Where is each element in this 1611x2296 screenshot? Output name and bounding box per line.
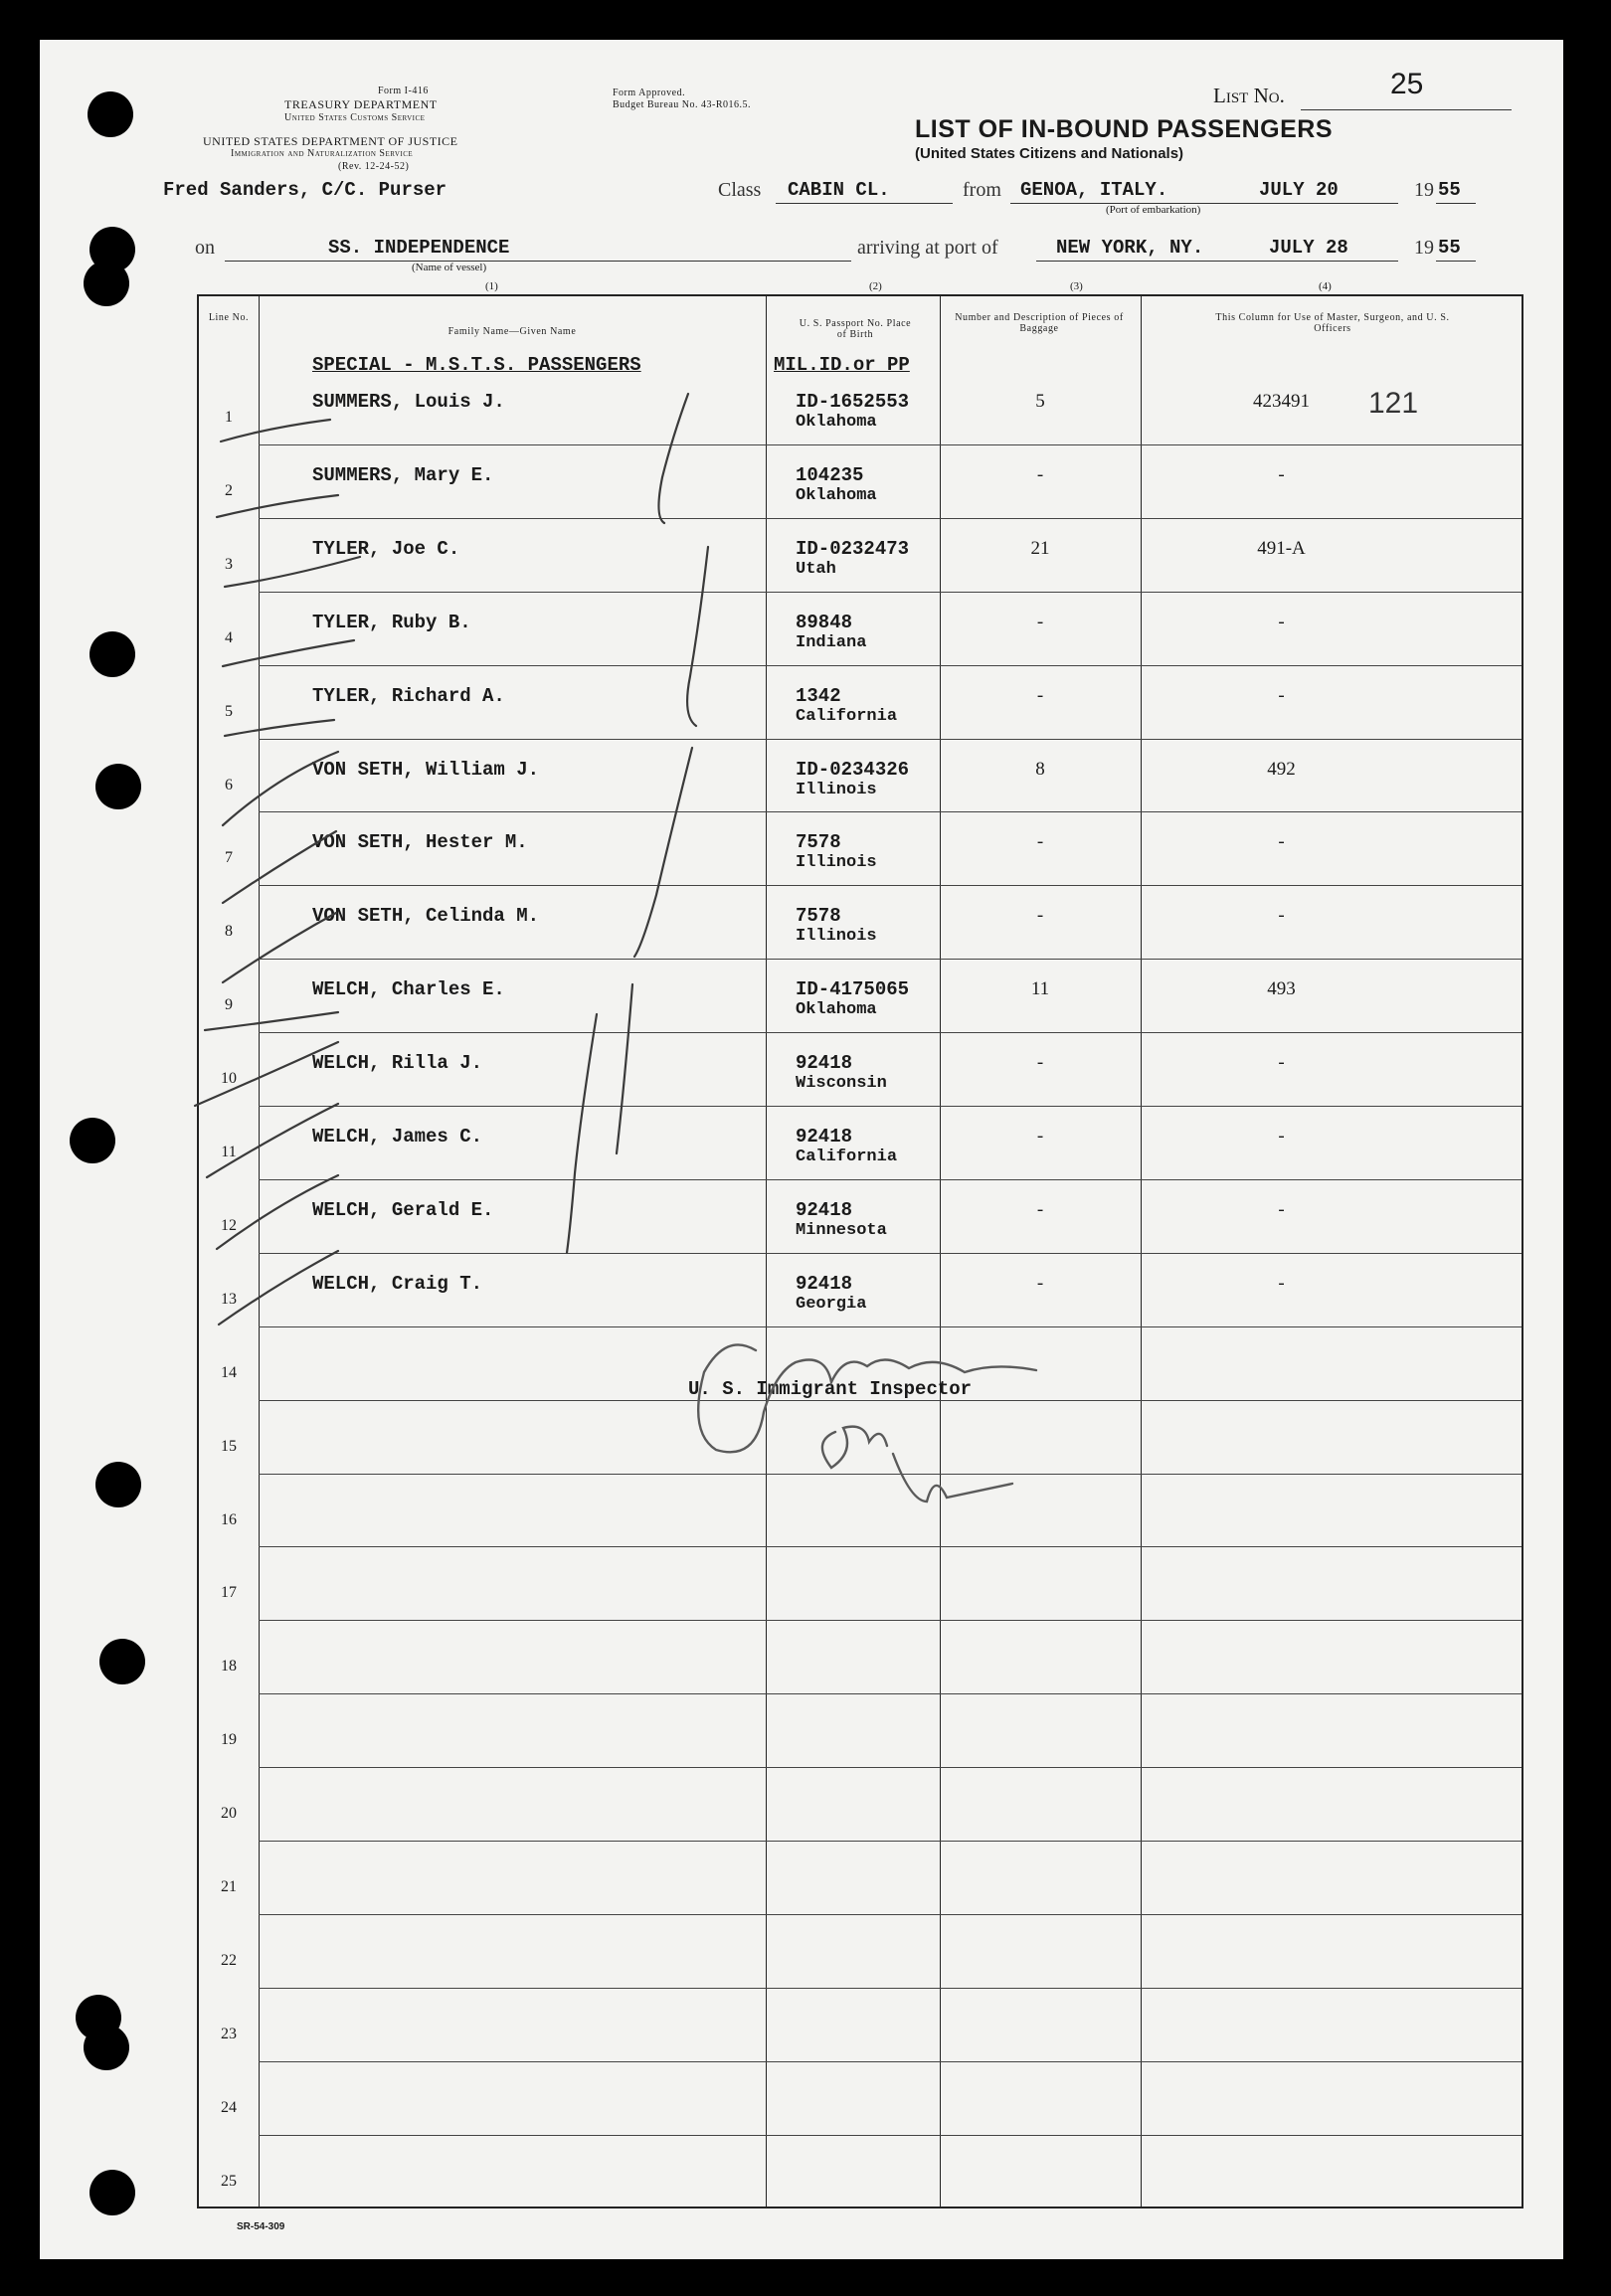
form-code: SR-54-309 xyxy=(237,2221,285,2232)
line-number: 5 xyxy=(225,702,233,720)
passport-id: ID-4175065 xyxy=(796,978,910,1001)
passenger-name: TYLER, Richard A. xyxy=(312,684,505,707)
officer-note: 493 xyxy=(1267,978,1296,1000)
line-number: 1 xyxy=(225,409,233,426)
officer-note: - xyxy=(1278,463,1285,485)
passport-id: 89848 xyxy=(796,611,853,633)
officer-note: - xyxy=(1278,1272,1285,1294)
officer-note: - xyxy=(1278,684,1285,706)
passport-id: 7578 xyxy=(796,831,841,854)
officer-note: 491-A xyxy=(1257,537,1306,559)
baggage-count: - xyxy=(1036,463,1044,485)
passport-id: ID-1652553 xyxy=(796,391,910,413)
line-number: 24 xyxy=(221,2098,237,2116)
arriving-label: arriving at port of xyxy=(857,237,998,259)
line-number: 11 xyxy=(221,1144,237,1160)
treasury-dept: TREASURY DEPARTMENT xyxy=(284,97,438,111)
birth-place: California xyxy=(796,1148,898,1166)
col-header-passport: U. S. Passport No. Place of Birth xyxy=(799,318,912,340)
line-number: 15 xyxy=(221,1437,237,1455)
line-number: 17 xyxy=(221,1584,237,1602)
passenger-name: VON SETH, Celinda M. xyxy=(312,905,540,928)
line-number: 16 xyxy=(221,1510,237,1528)
officer-note: 492 xyxy=(1267,758,1296,780)
line-number: 2 xyxy=(225,481,233,499)
passenger-name: WELCH, Rilla J. xyxy=(312,1052,483,1075)
justice-dept: UNITED STATES DEPARTMENT OF JUSTICE xyxy=(203,134,458,148)
section-label: SPECIAL - M.S.T.S. PASSENGERS xyxy=(312,354,641,376)
col-header-officers: This Column for Use of Master, Surgeon, and U. S. Officers xyxy=(1215,312,1450,334)
form-number: Form I-416 xyxy=(378,86,429,96)
ins-service: Immigration and Naturalization Service xyxy=(231,148,414,159)
passport-id: 1342 xyxy=(796,684,841,707)
officer-note: - xyxy=(1278,611,1285,632)
embarkation-year: 55 xyxy=(1438,179,1461,201)
passenger-name: SUMMERS, Louis J. xyxy=(312,391,505,413)
passenger-name: SUMMERS, Mary E. xyxy=(312,463,494,486)
baggage-count: - xyxy=(1036,611,1044,632)
officer-note: 423491 xyxy=(1253,391,1310,412)
section-passport-label: MIL.ID.or PP xyxy=(774,354,910,376)
class-label: Class xyxy=(718,179,762,201)
from-label: from xyxy=(963,179,1001,201)
vessel-caption: (Name of vessel) xyxy=(412,262,487,273)
birth-place: Indiana xyxy=(796,632,867,652)
year-prefix-2: 19 xyxy=(1414,237,1434,259)
officer-note: - xyxy=(1278,831,1285,853)
customs-service: United States Customs Service xyxy=(284,112,426,123)
line-number: 3 xyxy=(225,555,233,573)
line-number: 20 xyxy=(221,1805,237,1823)
birth-place: Minnesota xyxy=(796,1220,887,1240)
baggage-count: - xyxy=(1036,1272,1044,1294)
baggage-count: - xyxy=(1036,1126,1044,1147)
list-number: 25 xyxy=(1390,68,1424,100)
embarkation-port: GENOA, ITALY. xyxy=(1020,179,1168,201)
officer-note: - xyxy=(1278,1052,1285,1074)
birth-place: Oklahoma xyxy=(796,413,877,432)
birth-place: Georgia xyxy=(796,1294,867,1314)
passport-id: 92418 xyxy=(796,1126,853,1148)
form-approved: Form Approved. xyxy=(613,88,686,98)
birth-place: Illinois xyxy=(796,853,877,873)
embarkation-date: JULY 20 xyxy=(1259,179,1339,201)
baggage-count: - xyxy=(1036,831,1044,853)
arrival-date: JULY 28 xyxy=(1269,237,1348,259)
birth-place: Utah xyxy=(796,559,836,579)
form-subtitle: (United States Citizens and Nationals) xyxy=(915,145,1184,162)
revision-date: (Rev. 12-24-52) xyxy=(338,161,410,172)
line-number: 4 xyxy=(225,628,233,646)
col-header-line: Line No. xyxy=(208,312,250,323)
line-number: 22 xyxy=(221,1951,237,1969)
baggage-count: 21 xyxy=(1030,537,1050,559)
line-number: 21 xyxy=(221,1878,237,1895)
line-number: 19 xyxy=(221,1731,237,1749)
baggage-count: - xyxy=(1036,1052,1044,1074)
passenger-name: TYLER, Ruby B. xyxy=(312,611,471,633)
line-number: 6 xyxy=(225,776,233,794)
birth-place: Illinois xyxy=(796,780,877,799)
col-num-4: (4) xyxy=(1319,280,1332,292)
baggage-count: - xyxy=(1036,905,1044,927)
baggage-count: 5 xyxy=(1035,391,1045,412)
passenger-name: WELCH, Craig T. xyxy=(312,1272,483,1295)
arrival-port: NEW YORK, NY. xyxy=(1056,237,1204,259)
officer-note: - xyxy=(1278,905,1285,927)
inspector-label: U. S. Immigrant Inspector xyxy=(688,1378,973,1400)
passport-id: 104235 xyxy=(796,463,864,486)
baggage-count: - xyxy=(1036,1198,1044,1220)
passport-id: 92418 xyxy=(796,1198,853,1221)
list-no-label: List No. xyxy=(1213,84,1285,107)
passenger-name: WELCH, Gerald E. xyxy=(312,1198,494,1221)
birth-place: Wisconsin xyxy=(796,1074,887,1094)
passport-id: ID-0232473 xyxy=(796,537,910,560)
line-number: 23 xyxy=(221,2025,237,2042)
port-caption: (Port of embarkation) xyxy=(1106,204,1201,216)
year-prefix: 19 xyxy=(1414,179,1434,201)
col-num-2: (2) xyxy=(869,280,882,292)
handwritten-note: 121 xyxy=(1368,387,1419,420)
budget-bureau: Budget Bureau No. 43-R016.5. xyxy=(613,99,751,110)
line-number: 9 xyxy=(225,996,233,1014)
baggage-count: 8 xyxy=(1035,758,1045,780)
officer-note: - xyxy=(1278,1126,1285,1147)
form-page xyxy=(40,40,1563,2259)
line-number: 18 xyxy=(221,1658,237,1676)
line-number: 14 xyxy=(221,1363,237,1381)
form-title: LIST OF IN-BOUND PASSENGERS xyxy=(915,115,1334,143)
passport-id: 7578 xyxy=(796,905,841,928)
passenger-name: WELCH, James C. xyxy=(312,1126,483,1148)
birth-place: Oklahoma xyxy=(796,485,877,505)
purser: Fred Sanders, C/C. Purser xyxy=(163,179,448,201)
line-number: 25 xyxy=(221,2172,237,2190)
line-number: 13 xyxy=(221,1290,237,1308)
line-number: 7 xyxy=(225,849,233,867)
on-label: on xyxy=(195,237,215,259)
passenger-name: VON SETH, William J. xyxy=(312,758,540,781)
passport-id: ID-0234326 xyxy=(796,758,910,781)
line-number: 10 xyxy=(221,1070,237,1088)
col-num-1: (1) xyxy=(485,280,498,292)
class-value: CABIN CL. xyxy=(788,179,890,201)
col-header-baggage: Number and Description of Pieces of Baggage xyxy=(955,312,1124,334)
baggage-count: 11 xyxy=(1030,978,1050,1000)
vessel-name: SS. INDEPENDENCE xyxy=(328,237,510,259)
col-header-name: Family Name—Given Name xyxy=(448,326,577,337)
passenger-name: TYLER, Joe C. xyxy=(312,537,460,560)
col-num-3: (3) xyxy=(1070,280,1083,292)
officer-note: - xyxy=(1278,1198,1285,1220)
birth-place: Illinois xyxy=(796,927,877,947)
baggage-count: - xyxy=(1036,684,1044,706)
birth-place: Oklahoma xyxy=(796,1000,877,1020)
passport-id: 92418 xyxy=(796,1052,853,1075)
birth-place: California xyxy=(796,706,898,726)
passenger-name: WELCH, Charles E. xyxy=(312,978,505,1001)
arrival-year: 55 xyxy=(1438,237,1461,259)
line-number: 8 xyxy=(225,923,233,941)
passenger-name: VON SETH, Hester M. xyxy=(312,831,528,854)
passport-id: 92418 xyxy=(796,1272,853,1295)
line-number: 12 xyxy=(221,1216,237,1234)
handwritten-marks xyxy=(40,40,1563,2259)
